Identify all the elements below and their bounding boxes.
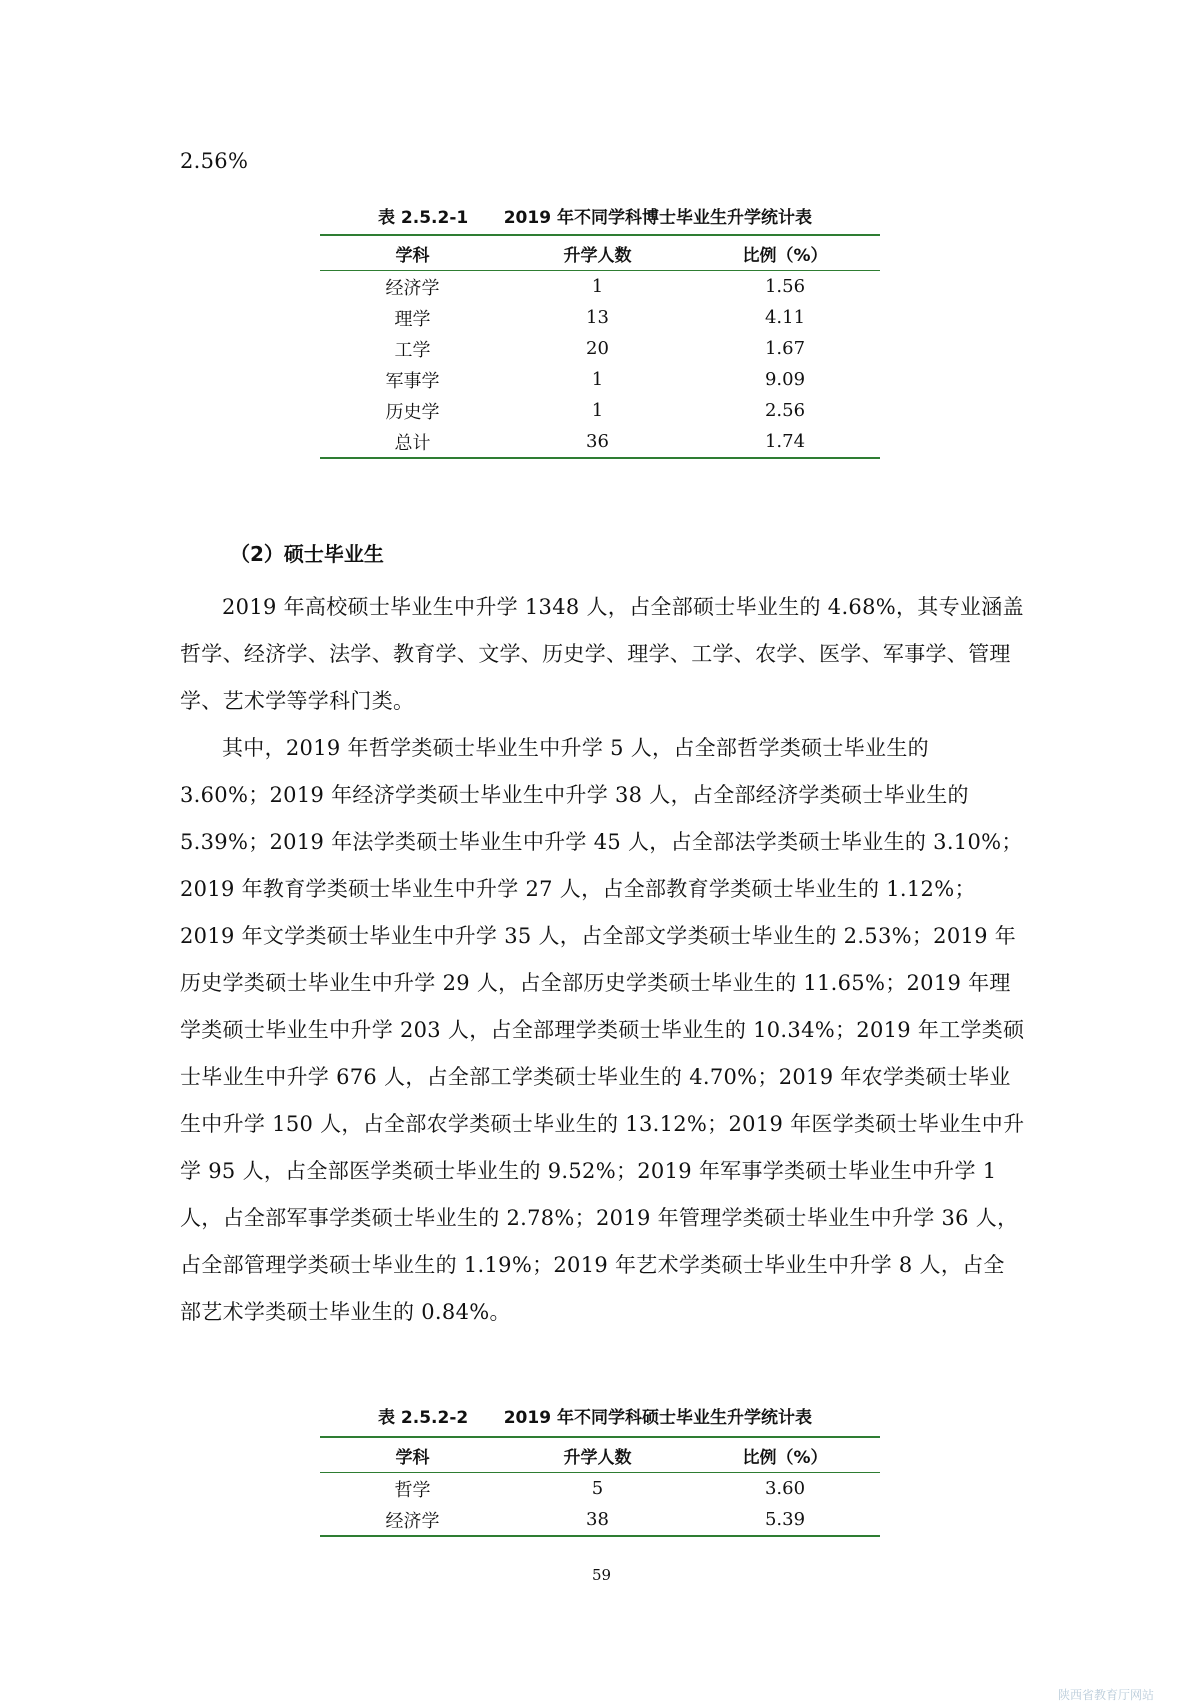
table1-header-discipline: 学科 [320, 235, 505, 271]
table-cell: 2.56 [764, 400, 806, 421]
table-cell: 38 [586, 1509, 609, 1530]
table-cell: 经济学 [385, 1510, 440, 1532]
table-cell: 哲学 [394, 1479, 431, 1501]
table-cell: 1.56 [764, 276, 806, 297]
table1-header-row [320, 235, 880, 271]
table-cell: 4.11 [764, 307, 806, 328]
table2-header-count: 升学人数 [505, 1437, 690, 1473]
watermark: 陕西省教育厅网站 [1058, 1688, 1155, 1702]
table-cell: 3.60 [764, 1478, 806, 1499]
table-cell: 36 [586, 431, 609, 452]
paragraph-detail: 其中，2019 年哲学类硕士毕业生中升学 5 人，占全部哲学类硕士毕业生的 3.60%；2019 年经济学类硕士毕业生中升学 38 人，占全部经济学类硕士毕业生的 5.39%；2019 年法学类硕士毕业生中升学 45 人，占全部法学类硕士毕业生的 3.10%；2019 年教育学类硕士毕业生中升学 27 人，占全部教育学类硕士毕业生的 1.12%；2019 年文学类硕士毕业生中升学 35 人，占全部文学类硕士毕业生的 2.53%；2019 年历史学类硕士毕业生中升学 29 人，占全部历史学类硕士毕业生的 11.65%；2019 年理学类硕士毕业生中升学 203 人，占全部理学类硕士毕业生的 10.34%；2019 年工学类硕士毕业生中升学 676 人，占全部工学类硕士毕业生的 4.70%；2019 年农学类硕士毕业生中升学 150 人，占全部农学类硕士毕业生的 13.12%；2019 年医学类硕士毕业生中升学 95 人，占全部医学类硕士毕业生的 9.52%；2019 年军事学类硕士毕业生中升学 1 人，占全部军事学类硕士毕业生的 2.78%；2019 年管理学类硕士毕业生中升学 36 人，占全部管理学类硕士毕业生的 1.19%；2019 年艺术学类硕士毕业生中升学 8 人，占全部艺术学类硕士毕业生的 0.84%。 [180, 736, 1025, 1324]
table-row [320, 271, 880, 303]
table1 [320, 234, 880, 459]
table-cell: 总计 [394, 432, 431, 454]
table-cell: 1 [591, 400, 604, 421]
table-row [320, 1504, 880, 1536]
table2-header-ratio: 比例（%） [690, 1437, 880, 1473]
table-cell: 1.67 [764, 338, 806, 359]
table-cell: 5 [591, 1478, 604, 1499]
table-cell: 1.74 [764, 431, 806, 452]
table-row [320, 1473, 880, 1505]
table-row [320, 302, 880, 333]
table-row [320, 426, 880, 458]
section-heading: （2）硕士毕业生 [230, 542, 384, 566]
table1-caption: 表 2.5.2-1 2019 年不同学科博士毕业生升学统计表 [378, 208, 812, 228]
table1-header-count: 升学人数 [505, 235, 690, 271]
table-row [320, 364, 880, 395]
continuation-text: 2.56% [180, 149, 249, 173]
table2-header-discipline: 学科 [320, 1437, 505, 1473]
table2 [320, 1436, 880, 1537]
page-number: 59 [592, 1566, 612, 1584]
table-cell: 13 [586, 307, 609, 328]
table-cell: 经济学 [385, 277, 440, 299]
table-cell: 1 [591, 276, 604, 297]
table-cell: 5.39 [764, 1509, 806, 1530]
table-row [320, 333, 880, 364]
table1-header-ratio: 比例（%） [690, 235, 880, 271]
table-cell: 历史学 [385, 401, 440, 423]
table-cell: 20 [586, 338, 609, 359]
paragraph-summary: 2019 年高校硕士毕业生中升学 1348 人，占全部硕士毕业生的 4.68%，其专业涵盖哲学、经济学、法学、教育学、文学、历史学、理学、工学、农学、医学、军事学、管理学、艺术学等学科门类。 [180, 595, 1024, 713]
table2-caption: 表 2.5.2-2 2019 年不同学科硕士毕业生升学统计表 [378, 1408, 812, 1428]
table2-header-row [320, 1437, 880, 1473]
table-cell: 9.09 [764, 369, 806, 390]
table-cell: 理学 [394, 308, 431, 330]
table-cell: 1 [591, 369, 604, 390]
table-cell: 工学 [394, 339, 431, 361]
table-row [320, 395, 880, 426]
table-cell: 军事学 [385, 370, 440, 392]
